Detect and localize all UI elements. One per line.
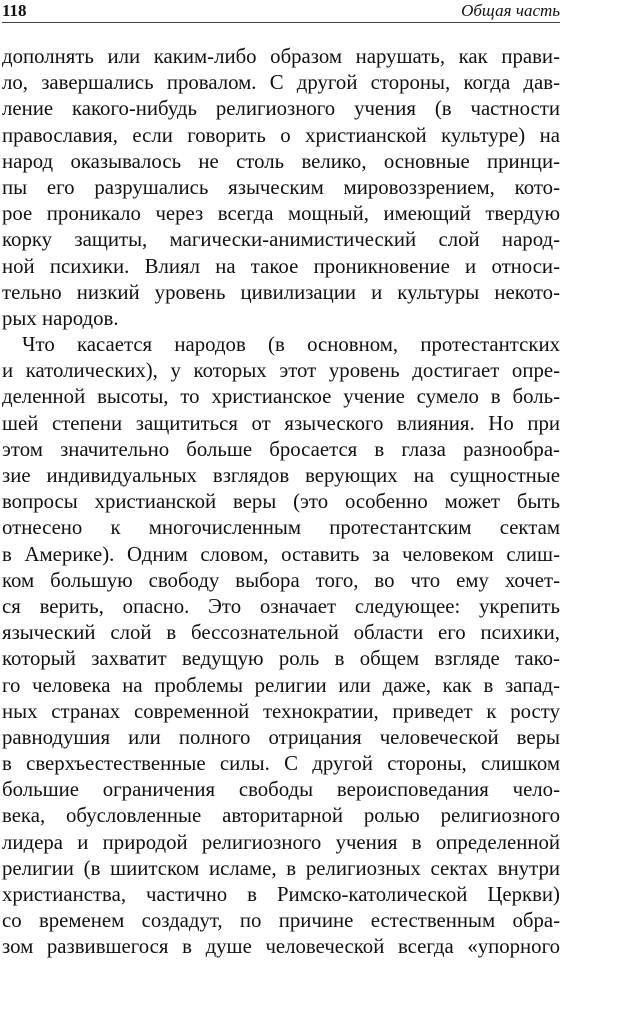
page-number: 118 [2, 1, 27, 20]
text-line: и католических), у которых этот уровень достигает опре- [2, 359, 560, 383]
text-line: века, обусловленные авторитарной ролью религиозного [2, 804, 560, 828]
text-line: шей степени защититься от языческого влияния. Но при [2, 411, 560, 435]
text-line: в Америке). Одним словом, оставить за человеком слиш- [2, 542, 560, 566]
paragraph [2, 44, 560, 332]
running-head: Общая часть [461, 1, 560, 20]
text-line: корку защиты, магически-анимистический слой народ- [2, 228, 560, 252]
text-line: ной психики. Влиял на такое проникновение и относи- [2, 254, 560, 278]
text-line: зие индивидуальных взглядов верующих на сущностные [2, 464, 560, 487]
text-line: рое проникало через всегда мощный, имеющий твердую [2, 202, 560, 226]
text-line: православия, если говорить о христианской культуре) на [2, 123, 560, 147]
body-text [2, 44, 560, 961]
text-line: ление какого-нибудь религиозного учения (в частности [2, 97, 560, 121]
text-line: дополнять или каким-либо образом нарушать, как прави- [2, 45, 560, 68]
text-line: ло, завершались провалом. С другой стороны, когда дав- [2, 71, 560, 95]
text-line: со временем создадут, по причине естественным обра- [2, 909, 560, 933]
text-line: языческий слой в бессознательной области его психики, [2, 621, 560, 645]
text-line: Что касается народов (в основном, протестантских [22, 333, 560, 357]
text-line: ся верить, опасно. Это означает следующее: укрепить [2, 594, 560, 618]
text-line: тельно низкий уровень цивилизации и культуры некото- [2, 280, 560, 304]
text-line: ком большую свободу выбора того, во что ему хочет- [2, 568, 560, 592]
text-line: религии (в шиитском исламе, в религиозных сектах внутри [2, 856, 560, 880]
text-line: отнесено к многочисленным протестантским сектам [2, 516, 560, 540]
text-line: рых народов. [2, 306, 119, 330]
text-line: пы его разрушались языческим мировоззрением, кото- [2, 175, 560, 199]
text-line: народ оказывалось не столь велико, основные принци- [2, 149, 560, 173]
text-line: ных странах современной технократии, приведет к росту [2, 699, 560, 723]
paragraph [2, 332, 560, 961]
text-line: го человека на проблемы религии или даже, как в запад- [2, 673, 560, 697]
text-line: большие ограничения свободы вероисповедания чело- [2, 778, 560, 802]
text-line: зом развившегося в душе человеческой всегда «упорного [2, 935, 560, 959]
text-line: который захватит ведущую роль в общем взгляде тако- [2, 647, 560, 671]
text-line: вопросы христианской веры (это особенно может быть [2, 490, 560, 514]
text-line: равнодушия или полного отрицания человеческой веры [2, 725, 560, 749]
text-line: в сверхъестественные силы. С другой стороны, слишком [2, 752, 560, 776]
text-line: лидера и природой религиозного учения в определенной [2, 830, 560, 854]
text-line: христианства, частично в Римско-католической Церкви) [2, 883, 560, 906]
text-line: деленной высоты, то христианское учение сумело в боль- [2, 385, 560, 409]
text-line: этом значительно больше бросается в глаза разнообра- [2, 437, 560, 461]
page-header [2, 0, 560, 23]
